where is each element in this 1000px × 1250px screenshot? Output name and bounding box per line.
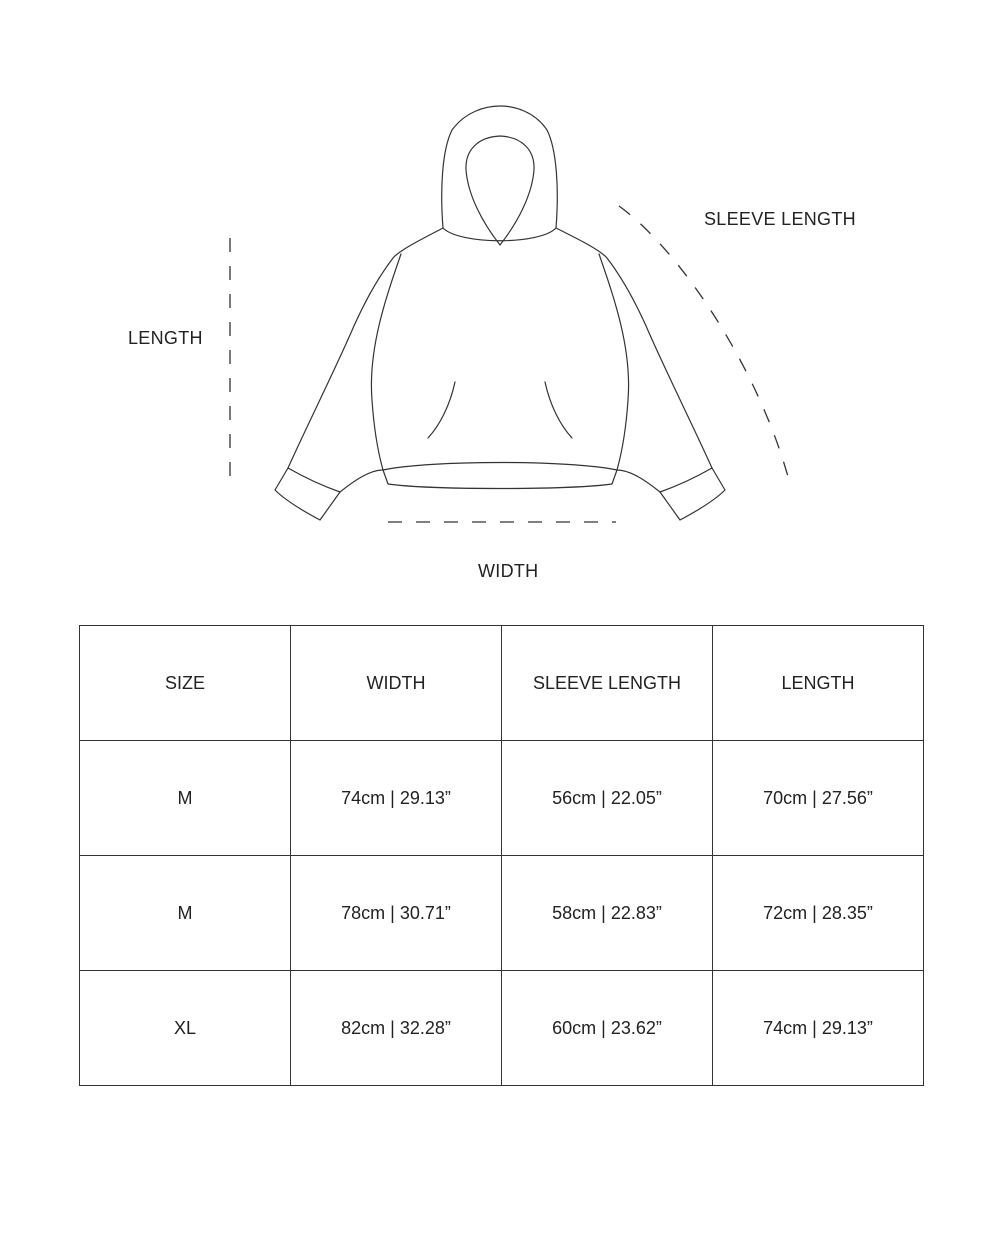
cell-width: 74cm | 29.13” [291,741,502,856]
cell-length: 74cm | 29.13” [713,971,924,1086]
cell-sleeve-length: 56cm | 22.05” [502,741,713,856]
sleeve-measure-line [619,206,790,484]
size-chart-table [79,625,924,1086]
header-size: SIZE [80,626,291,741]
cell-width: 78cm | 30.71” [291,856,502,971]
pocket-right [545,382,572,438]
raglan-seam-left [371,254,401,470]
hem-band [383,463,617,489]
header-width: WIDTH [291,626,502,741]
width-label: WIDTH [478,561,539,581]
hood-outline [442,106,558,241]
header-length: LENGTH [713,626,924,741]
cell-size: XL [80,971,291,1086]
cell-width: 82cm | 32.28” [291,971,502,1086]
underarm-left [340,470,383,492]
hoodie-diagram [0,0,1000,600]
header-sleeve-length: SLEEVE LENGTH [502,626,713,741]
table-row [80,741,924,856]
hood-opening [466,136,534,245]
pocket-left [428,382,455,438]
length-label: LENGTH [128,328,203,348]
cell-length: 70cm | 27.56” [713,741,924,856]
cell-length: 72cm | 28.35” [713,856,924,971]
cell-size: M [80,856,291,971]
cell-sleeve-length: 58cm | 22.83” [502,856,713,971]
sleeve-length-label: SLEEVE LENGTH [704,209,856,229]
cell-sleeve-length: 60cm | 23.62” [502,971,713,1086]
cuff-left [275,468,340,520]
hoodie-illustration [0,0,1000,600]
body-right [556,228,712,468]
cell-size: M [80,741,291,856]
table-header-row [80,626,924,741]
table-row [80,971,924,1086]
table-row [80,856,924,971]
raglan-seam-right [599,254,629,470]
body-left [288,228,443,468]
underarm-right [617,470,660,492]
cuff-right [660,468,725,520]
